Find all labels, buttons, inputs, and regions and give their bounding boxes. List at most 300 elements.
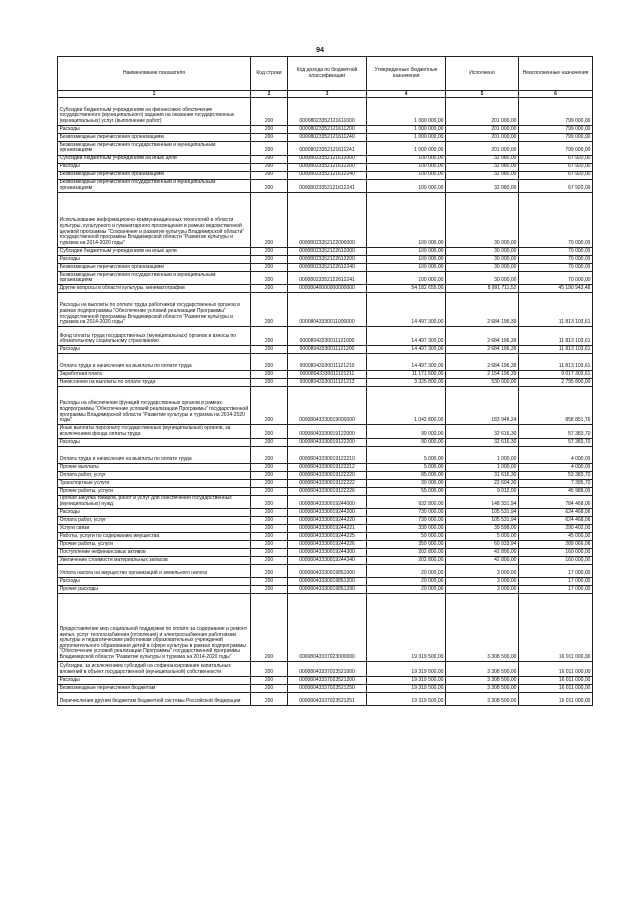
cell-approved: 1 042 800,00 <box>367 387 446 425</box>
cell-line-code: 200 <box>251 677 288 685</box>
cell-approved: 14 497 300,00 <box>367 346 446 354</box>
cell-approved: 932 800,00 <box>367 495 446 508</box>
cell-name: Безвозмездные перечисления организациям <box>58 134 251 142</box>
cell-executed: 201 000,00 <box>446 126 519 134</box>
cell-approved: 3 325 800,00 <box>367 379 446 387</box>
cell-approved: 350 000,00 <box>367 541 446 549</box>
table-row <box>58 425 593 438</box>
table-row <box>58 327 593 346</box>
column-number: 4 <box>367 91 446 98</box>
table-row <box>58 354 593 371</box>
cell-unexecuted: 16 011 000,00 <box>519 685 593 693</box>
cell-line-code: 200 <box>251 517 288 525</box>
cell-line-code: 200 <box>251 327 288 346</box>
cell-approved: 85 000,00 <box>367 471 446 479</box>
cell-approved: 1 000 000,00 <box>367 98 446 126</box>
cell-line-code: 200 <box>251 293 288 327</box>
header-executed: Исполнено <box>446 57 519 91</box>
cell-line-code: 200 <box>251 533 288 541</box>
cell-executed: 60 933,94 <box>446 541 519 549</box>
cell-executed: 2 684 196,39 <box>446 327 519 346</box>
cell-executed: 105 531,94 <box>446 517 519 525</box>
cell-budget-code: 00008043330019244300 <box>288 549 367 557</box>
cell-unexecuted: 799 000,00 <box>519 134 593 142</box>
cell-name: Расходы <box>58 255 251 263</box>
cell-line-code: 200 <box>251 155 288 163</box>
cell-executed: 32 080,00 <box>446 155 519 163</box>
table-row <box>58 677 593 685</box>
cell-line-code: 200 <box>251 586 288 594</box>
cell-unexecuted: 16 011 000,00 <box>519 677 593 685</box>
cell-name: Расходы <box>58 438 251 446</box>
cell-executed: 32 080,00 <box>446 163 519 171</box>
cell-budget-code: 00008023352121611241 <box>288 142 367 155</box>
cell-name: Расходы на выплаты по оплате труда работников государственных органов в рамках подпрограммы "Обеспечение условий реализации Программы" государственной программы Владимирской области "Развитие культуры и туризма на 2014-2020 годы" <box>58 293 251 327</box>
cell-unexecuted: 11 813 103,61 <box>519 354 593 371</box>
table-row <box>58 126 593 134</box>
cell-name: Расходы <box>58 126 251 134</box>
cell-line-code: 200 <box>251 594 288 662</box>
cell-approved: 100 000,00 <box>367 155 446 163</box>
cell-budget-code: 00008043330019122222 <box>288 479 367 487</box>
table-row <box>58 163 593 171</box>
cell-approved: 100 000,00 <box>367 163 446 171</box>
cell-budget-code: 00008023352121611200 <box>288 126 367 134</box>
cell-unexecuted: 858 851,76 <box>519 387 593 425</box>
cell-unexecuted: 4 000,00 <box>519 446 593 463</box>
cell-budget-code: 00008023352122612200 <box>288 255 367 263</box>
header-row <box>58 57 593 91</box>
cell-name: Работы, услуги по содержанию имущества <box>58 533 251 541</box>
cell-unexecuted: 9 017 303,61 <box>519 371 593 379</box>
cell-name: Прочие расходы <box>58 586 251 594</box>
cell-unexecuted: 53 383,70 <box>519 471 593 479</box>
cell-approved: 5 000,00 <box>367 446 446 463</box>
cell-budget-code: 00008023352121611240 <box>288 134 367 142</box>
cell-name: Поступление нефинансовых активов <box>58 549 251 557</box>
cell-name: Безвозмездные перечисления бюджетам <box>58 685 251 693</box>
cell-executed: 5 000,00 <box>446 533 519 541</box>
table-row <box>58 578 593 586</box>
cell-budget-code: 00008023352122612241 <box>288 271 367 284</box>
cell-budget-code: 00008043330011121211 <box>288 371 367 379</box>
cell-unexecuted: 11 813 103,61 <box>519 293 593 327</box>
cell-line-code: 200 <box>251 285 288 293</box>
cell-line-code: 200 <box>251 142 288 155</box>
table-row <box>58 285 593 293</box>
cell-budget-code: 00008043330019851200 <box>288 578 367 586</box>
cell-budget-code: 00008043337023521251 <box>288 693 367 706</box>
cell-line-code: 200 <box>251 371 288 379</box>
cell-name: Фонд оплаты труда государственных (муниципальных) органов и взносы по обязательному социальному страхованию <box>58 327 251 346</box>
table-row <box>58 446 593 463</box>
table-row <box>58 155 593 163</box>
cell-unexecuted: 799 000,00 <box>519 126 593 134</box>
cell-unexecuted: 799 000,00 <box>519 142 593 155</box>
table-row <box>58 247 593 255</box>
cell-executed: 148 331,94 <box>446 495 519 508</box>
cell-name: Прочие работы, услуги <box>58 487 251 495</box>
table-row <box>58 586 593 594</box>
cell-unexecuted: 17 000,00 <box>519 578 593 586</box>
cell-approved: 14 497 300,00 <box>367 327 446 346</box>
cell-approved: 19 319 500,00 <box>367 693 446 706</box>
cell-unexecuted: 67 920,00 <box>519 179 593 192</box>
table-row <box>58 379 593 387</box>
cell-executed: 2 154 196,39 <box>446 371 519 379</box>
cell-line-code: 200 <box>251 525 288 533</box>
cell-name: Оплата труда и начисления на выплаты по оплате труда <box>58 354 251 371</box>
cell-line-code: 200 <box>251 163 288 171</box>
cell-name: Безвозмездные перечисления организациям <box>58 263 251 271</box>
cell-executed: 32 080,00 <box>446 179 519 192</box>
cell-approved: 100 000,00 <box>367 192 446 247</box>
cell-name: Прочие выплаты <box>58 463 251 471</box>
cell-approved: 30 000,00 <box>367 479 446 487</box>
cell-name: Расходы <box>58 163 251 171</box>
cell-line-code: 200 <box>251 549 288 557</box>
cell-unexecuted: 289 066,06 <box>519 541 593 549</box>
cell-executed: 2 684 196,39 <box>446 354 519 371</box>
header-line-code: Код строки <box>251 57 288 91</box>
cell-line-code: 200 <box>251 509 288 517</box>
cell-name: Транспортные услуги <box>58 479 251 487</box>
table-row <box>58 594 593 662</box>
cell-budget-code: 00008023352121612241 <box>288 179 367 192</box>
column-number: 6 <box>519 91 593 98</box>
cell-budget-code: 00008043337023521000 <box>288 662 367 677</box>
cell-executed: 8 991 711,52 <box>446 285 519 293</box>
cell-approved: 90 000,00 <box>367 425 446 438</box>
cell-line-code: 200 <box>251 446 288 463</box>
cell-approved: 50 000,00 <box>367 533 446 541</box>
cell-budget-code: 00008043330019851000 <box>288 565 367 578</box>
cell-executed: 31 616,30 <box>446 471 519 479</box>
cell-budget-code: 00008043330019122210 <box>288 446 367 463</box>
cell-budget-code: 00008043330019122200 <box>288 438 367 446</box>
cell-approved: 100 000,00 <box>367 179 446 192</box>
table-row <box>58 541 593 549</box>
cell-budget-code: 00008043330019244226 <box>288 541 367 549</box>
cell-line-code: 200 <box>251 263 288 271</box>
cell-name: Безвозмездные перечисления государственным и муниципальным организациям <box>58 179 251 192</box>
cell-executed: 42 800,00 <box>446 557 519 565</box>
cell-approved: 1 000 000,00 <box>367 126 446 134</box>
cell-line-code: 200 <box>251 247 288 255</box>
cell-executed: 3 308 500,00 <box>446 677 519 685</box>
cell-unexecuted: 11 813 103,61 <box>519 346 593 354</box>
cell-budget-code: 00008043330011121200 <box>288 346 367 354</box>
cell-line-code: 200 <box>251 541 288 549</box>
cell-unexecuted: 4 000,00 <box>519 463 593 471</box>
cell-unexecuted: 70 000,00 <box>519 255 593 263</box>
table-row <box>58 179 593 192</box>
cell-approved: 202 800,00 <box>367 549 446 557</box>
cell-line-code: 200 <box>251 171 288 179</box>
cell-name: Субсидии, за исключением субсидий на софинансирование капитальных вложений в объект государственной (муниципальной) собственности <box>58 662 251 677</box>
cell-approved: 100 000,00 <box>367 271 446 284</box>
cell-line-code: 200 <box>251 685 288 693</box>
cell-approved: 5 000,00 <box>367 463 446 471</box>
cell-approved: 20 000,00 <box>367 578 446 586</box>
table-row <box>58 271 593 284</box>
cell-line-code: 200 <box>251 438 288 446</box>
cell-executed: 39 598,00 <box>446 525 519 533</box>
cell-unexecuted: 57 383,70 <box>519 438 593 446</box>
table-row <box>58 346 593 354</box>
cell-approved: 19 319 500,00 <box>367 685 446 693</box>
cell-line-code: 200 <box>251 487 288 495</box>
cell-approved: 55 000,00 <box>367 487 446 495</box>
cell-executed: 32 080,00 <box>446 171 519 179</box>
cell-name: Безвозмездные перечисления государственным и муниципальным организациям <box>58 271 251 284</box>
table-row <box>58 192 593 247</box>
cell-name: Безвозмездные перечисления государственным и муниципальным организациям <box>58 142 251 155</box>
cell-line-code: 200 <box>251 379 288 387</box>
cell-approved: 20 000,00 <box>367 565 446 578</box>
cell-budget-code: 00008043330019244220 <box>288 517 367 525</box>
cell-executed: 32 616,30 <box>446 425 519 438</box>
cell-unexecuted: 160 000,00 <box>519 557 593 565</box>
table-row <box>58 387 593 425</box>
table-row <box>58 255 593 263</box>
cell-budget-code: 00008043330011121000 <box>288 327 367 346</box>
cell-unexecuted: 45 000,00 <box>519 533 593 541</box>
cell-name: Оплата работ, услуг <box>58 471 251 479</box>
table-row <box>58 517 593 525</box>
cell-name: Перечисления другим бюджетам бюджетной системы Российской Федерации <box>58 693 251 706</box>
cell-unexecuted: 45 988,00 <box>519 487 593 495</box>
table-row <box>58 171 593 179</box>
cell-name: Субсидии бюджетным учреждениям на иные цели <box>58 247 251 255</box>
cell-approved: 14 497 300,00 <box>367 354 446 371</box>
table-row <box>58 662 593 677</box>
cell-name: Субсидии бюджетным учреждениям на иные цели <box>58 155 251 163</box>
cell-unexecuted: 67 920,00 <box>519 163 593 171</box>
cell-unexecuted: 57 383,70 <box>519 425 593 438</box>
cell-budget-code: 00008023352122000000 <box>288 192 367 247</box>
table-row <box>58 371 593 379</box>
cell-executed: 3 000,00 <box>446 586 519 594</box>
column-number-row <box>58 91 593 98</box>
cell-budget-code: 00008043330019244225 <box>288 533 367 541</box>
cell-name: Уплата налога на имущество организаций и земельного налога <box>58 565 251 578</box>
cell-budget-code: 00008023352122612240 <box>288 263 367 271</box>
cell-line-code: 200 <box>251 662 288 677</box>
cell-name: Предоставление мер социальной поддержки по оплате за содержание и ремонт жилья, услуг теплоснабжения (отопления) и электроснабжения работникам культуры и педагогическим работникам образовательных учреждений дополнительного образования детей в сфере культуры в рамках подпрограммы "Обеспечение условий реализации Программы" государственной программы Владимирской области "Развитие культуры и туризма на 2014-2020 годы" <box>58 594 251 662</box>
cell-budget-code: 00008043330011121210 <box>288 354 367 371</box>
cell-approved: 19 319 500,00 <box>367 594 446 662</box>
cell-approved: 20 000,00 <box>367 586 446 594</box>
cell-unexecuted: 7 395,70 <box>519 479 593 487</box>
cell-budget-code: 00008043330011121213 <box>288 379 367 387</box>
cell-budget-code: 00008023352121611000 <box>288 98 367 126</box>
cell-budget-code: 00008023352122612000 <box>288 247 367 255</box>
table-row <box>58 487 593 495</box>
cell-name: Оплата работ, услуг <box>58 517 251 525</box>
cell-budget-code: 00008043330011000000 <box>288 293 367 327</box>
cell-name: Иные выплаты персоналу государственных (муниципальных) органов, за исключением фонда оплаты труда <box>58 425 251 438</box>
cell-budget-code: 00008043337023000000 <box>288 594 367 662</box>
table-row <box>58 685 593 693</box>
cell-unexecuted: 70 000,00 <box>519 247 593 255</box>
cell-name: Безвозмездные перечисления организациям <box>58 171 251 179</box>
cell-executed: 201 000,00 <box>446 142 519 155</box>
cell-budget-code: 00008043330019244221 <box>288 525 367 533</box>
cell-unexecuted: 45 190 943,48 <box>519 285 593 293</box>
header-approved: Утвержденные бюджетные назначения <box>367 57 446 91</box>
cell-executed: 42 800,00 <box>446 549 519 557</box>
cell-executed: 3 308 500,00 <box>446 693 519 706</box>
table-row <box>58 509 593 517</box>
cell-name: Расходы <box>58 346 251 354</box>
cell-executed: 105 531,94 <box>446 509 519 517</box>
table-row <box>58 549 593 557</box>
cell-unexecuted: 290 402,00 <box>519 525 593 533</box>
table-row <box>58 525 593 533</box>
cell-budget-code: 00008043330019244340 <box>288 557 367 565</box>
cell-name: Заработная плата <box>58 371 251 379</box>
cell-name: Оплата труда и начисления на выплаты по оплате труда <box>58 446 251 463</box>
table-row <box>58 479 593 487</box>
cell-name: Другие вопросы в области культуры, кинематографии <box>58 285 251 293</box>
cell-unexecuted: 2 795 800,00 <box>519 379 593 387</box>
cell-name: Начисления на выплаты по оплате труда <box>58 379 251 387</box>
cell-name: Расходы <box>58 677 251 685</box>
cell-approved: 100 000,00 <box>367 263 446 271</box>
cell-approved: 14 497 300,00 <box>367 293 446 327</box>
cell-line-code: 200 <box>251 255 288 263</box>
cell-unexecuted: 70 000,00 <box>519 192 593 247</box>
cell-unexecuted: 16 011 000,00 <box>519 594 593 662</box>
cell-approved: 100 000,00 <box>367 171 446 179</box>
cell-executed: 183 948,24 <box>446 387 519 425</box>
cell-name: Услуги связи <box>58 525 251 533</box>
cell-approved: 202 800,00 <box>367 557 446 565</box>
cell-approved: 19 319 500,00 <box>367 662 446 677</box>
column-number: 2 <box>251 91 288 98</box>
cell-line-code: 200 <box>251 179 288 192</box>
cell-line-code: 200 <box>251 463 288 471</box>
cell-executed: 201 000,00 <box>446 98 519 126</box>
cell-unexecuted: 67 920,00 <box>519 171 593 179</box>
cell-approved: 100 000,00 <box>367 247 446 255</box>
cell-approved: 730 000,00 <box>367 509 446 517</box>
column-number: 1 <box>58 91 251 98</box>
cell-executed: 3 000,00 <box>446 578 519 586</box>
cell-unexecuted: 624 468,06 <box>519 517 593 525</box>
cell-approved: 730 000,00 <box>367 517 446 525</box>
cell-name: Прочие работы, услуги <box>58 541 251 549</box>
cell-executed: 3 000,00 <box>446 565 519 578</box>
cell-executed: 22 604,30 <box>446 479 519 487</box>
cell-name: Использование информационно-коммуникационных технологий в области культуры, культурного и гуманитарного просвещения в рамках ведомственной целевой программы "Сохранение и развитие культуры Владимирской области" государственной программы Владимирской области "Развитие культуры и туризма на 2014-2020 годы" <box>58 192 251 247</box>
cell-budget-code: 00008043330019122000 <box>288 425 367 438</box>
cell-executed: 1 000,00 <box>446 446 519 463</box>
cell-executed: 30 000,00 <box>446 247 519 255</box>
cell-executed: 30 000,00 <box>446 271 519 284</box>
header-name: Наименование показателя <box>58 57 251 91</box>
cell-line-code: 200 <box>251 98 288 126</box>
cell-line-code: 200 <box>251 134 288 142</box>
cell-unexecuted: 160 000,00 <box>519 549 593 557</box>
cell-line-code: 200 <box>251 192 288 247</box>
cell-line-code: 200 <box>251 565 288 578</box>
table-row <box>58 565 593 578</box>
cell-approved: 90 000,00 <box>367 438 446 446</box>
cell-line-code: 200 <box>251 346 288 354</box>
cell-name: Увеличение стоимости материальных запасов <box>58 557 251 565</box>
table-row <box>58 263 593 271</box>
table-row <box>58 533 593 541</box>
cell-executed: 9 012,00 <box>446 487 519 495</box>
cell-approved: 100 000,00 <box>367 255 446 263</box>
cell-executed: 30 000,00 <box>446 255 519 263</box>
cell-budget-code: 00008043330019244200 <box>288 509 367 517</box>
cell-unexecuted: 799 000,00 <box>519 98 593 126</box>
table-row <box>58 293 593 327</box>
cell-approved: 330 000,00 <box>367 525 446 533</box>
cell-line-code: 200 <box>251 354 288 371</box>
cell-line-code: 200 <box>251 479 288 487</box>
cell-unexecuted: 67 920,00 <box>519 155 593 163</box>
cell-approved: 11 171 500,00 <box>367 371 446 379</box>
table-row <box>58 693 593 706</box>
header-budget-code: Код дохода по бюджетной классификации <box>288 57 367 91</box>
cell-budget-code: 00008040000000000000 <box>288 285 367 293</box>
cell-unexecuted: 11 813 103,61 <box>519 327 593 346</box>
cell-line-code: 200 <box>251 495 288 508</box>
cell-executed: 530 000,00 <box>446 379 519 387</box>
cell-line-code: 200 <box>251 271 288 284</box>
table-row <box>58 142 593 155</box>
column-number: 5 <box>446 91 519 98</box>
cell-line-code: 200 <box>251 578 288 586</box>
cell-name: Прочая закупка товаров, работ и услуг для обеспечения государственных (муниципальных) нужд <box>58 495 251 508</box>
cell-unexecuted: 784 468,06 <box>519 495 593 508</box>
cell-name: Расходы <box>58 578 251 586</box>
cell-budget-code: 00008043337023521250 <box>288 685 367 693</box>
cell-approved: 1 000 000,00 <box>367 134 446 142</box>
cell-line-code: 200 <box>251 557 288 565</box>
table-row <box>58 471 593 479</box>
cell-budget-code: 00008023352121612240 <box>288 171 367 179</box>
cell-executed: 3 308 500,00 <box>446 594 519 662</box>
cell-unexecuted: 16 011 000,00 <box>519 662 593 677</box>
cell-name: Субсидии бюджетным учреждениям на финансовое обеспечение государственного (муниципального) задания на оказание государственных (муниципальных) услуг (выполнение работ) <box>58 98 251 126</box>
cell-approved: 54 182 655,00 <box>367 285 446 293</box>
cell-line-code: 200 <box>251 425 288 438</box>
cell-budget-code: 00008043330019244000 <box>288 495 367 508</box>
cell-executed: 2 684 196,39 <box>446 346 519 354</box>
cell-executed: 2 684 196,39 <box>446 293 519 327</box>
cell-line-code: 200 <box>251 693 288 706</box>
cell-budget-code: 00008043337023521200 <box>288 677 367 685</box>
cell-executed: 201 000,00 <box>446 134 519 142</box>
cell-executed: 32 616,30 <box>446 438 519 446</box>
table-row <box>58 134 593 142</box>
cell-line-code: 200 <box>251 387 288 425</box>
header-unexecuted: Неисполненные назначения <box>519 57 593 91</box>
cell-executed: 1 000,00 <box>446 463 519 471</box>
page-number: 94 <box>316 47 324 54</box>
cell-unexecuted: 624 468,06 <box>519 509 593 517</box>
cell-name: Расходы на обеспечение функций государственных органов в рамках подпрограммы "Обеспечение условий реализации Программы" государственной программы Владимирской области "Развитие культуры и туризма на 2014-2020 годы" <box>58 387 251 425</box>
cell-name: Расходы <box>58 509 251 517</box>
table-row <box>58 463 593 471</box>
cell-budget-code: 00008023352121612200 <box>288 163 367 171</box>
cell-budget-code: 00008043330019122226 <box>288 487 367 495</box>
